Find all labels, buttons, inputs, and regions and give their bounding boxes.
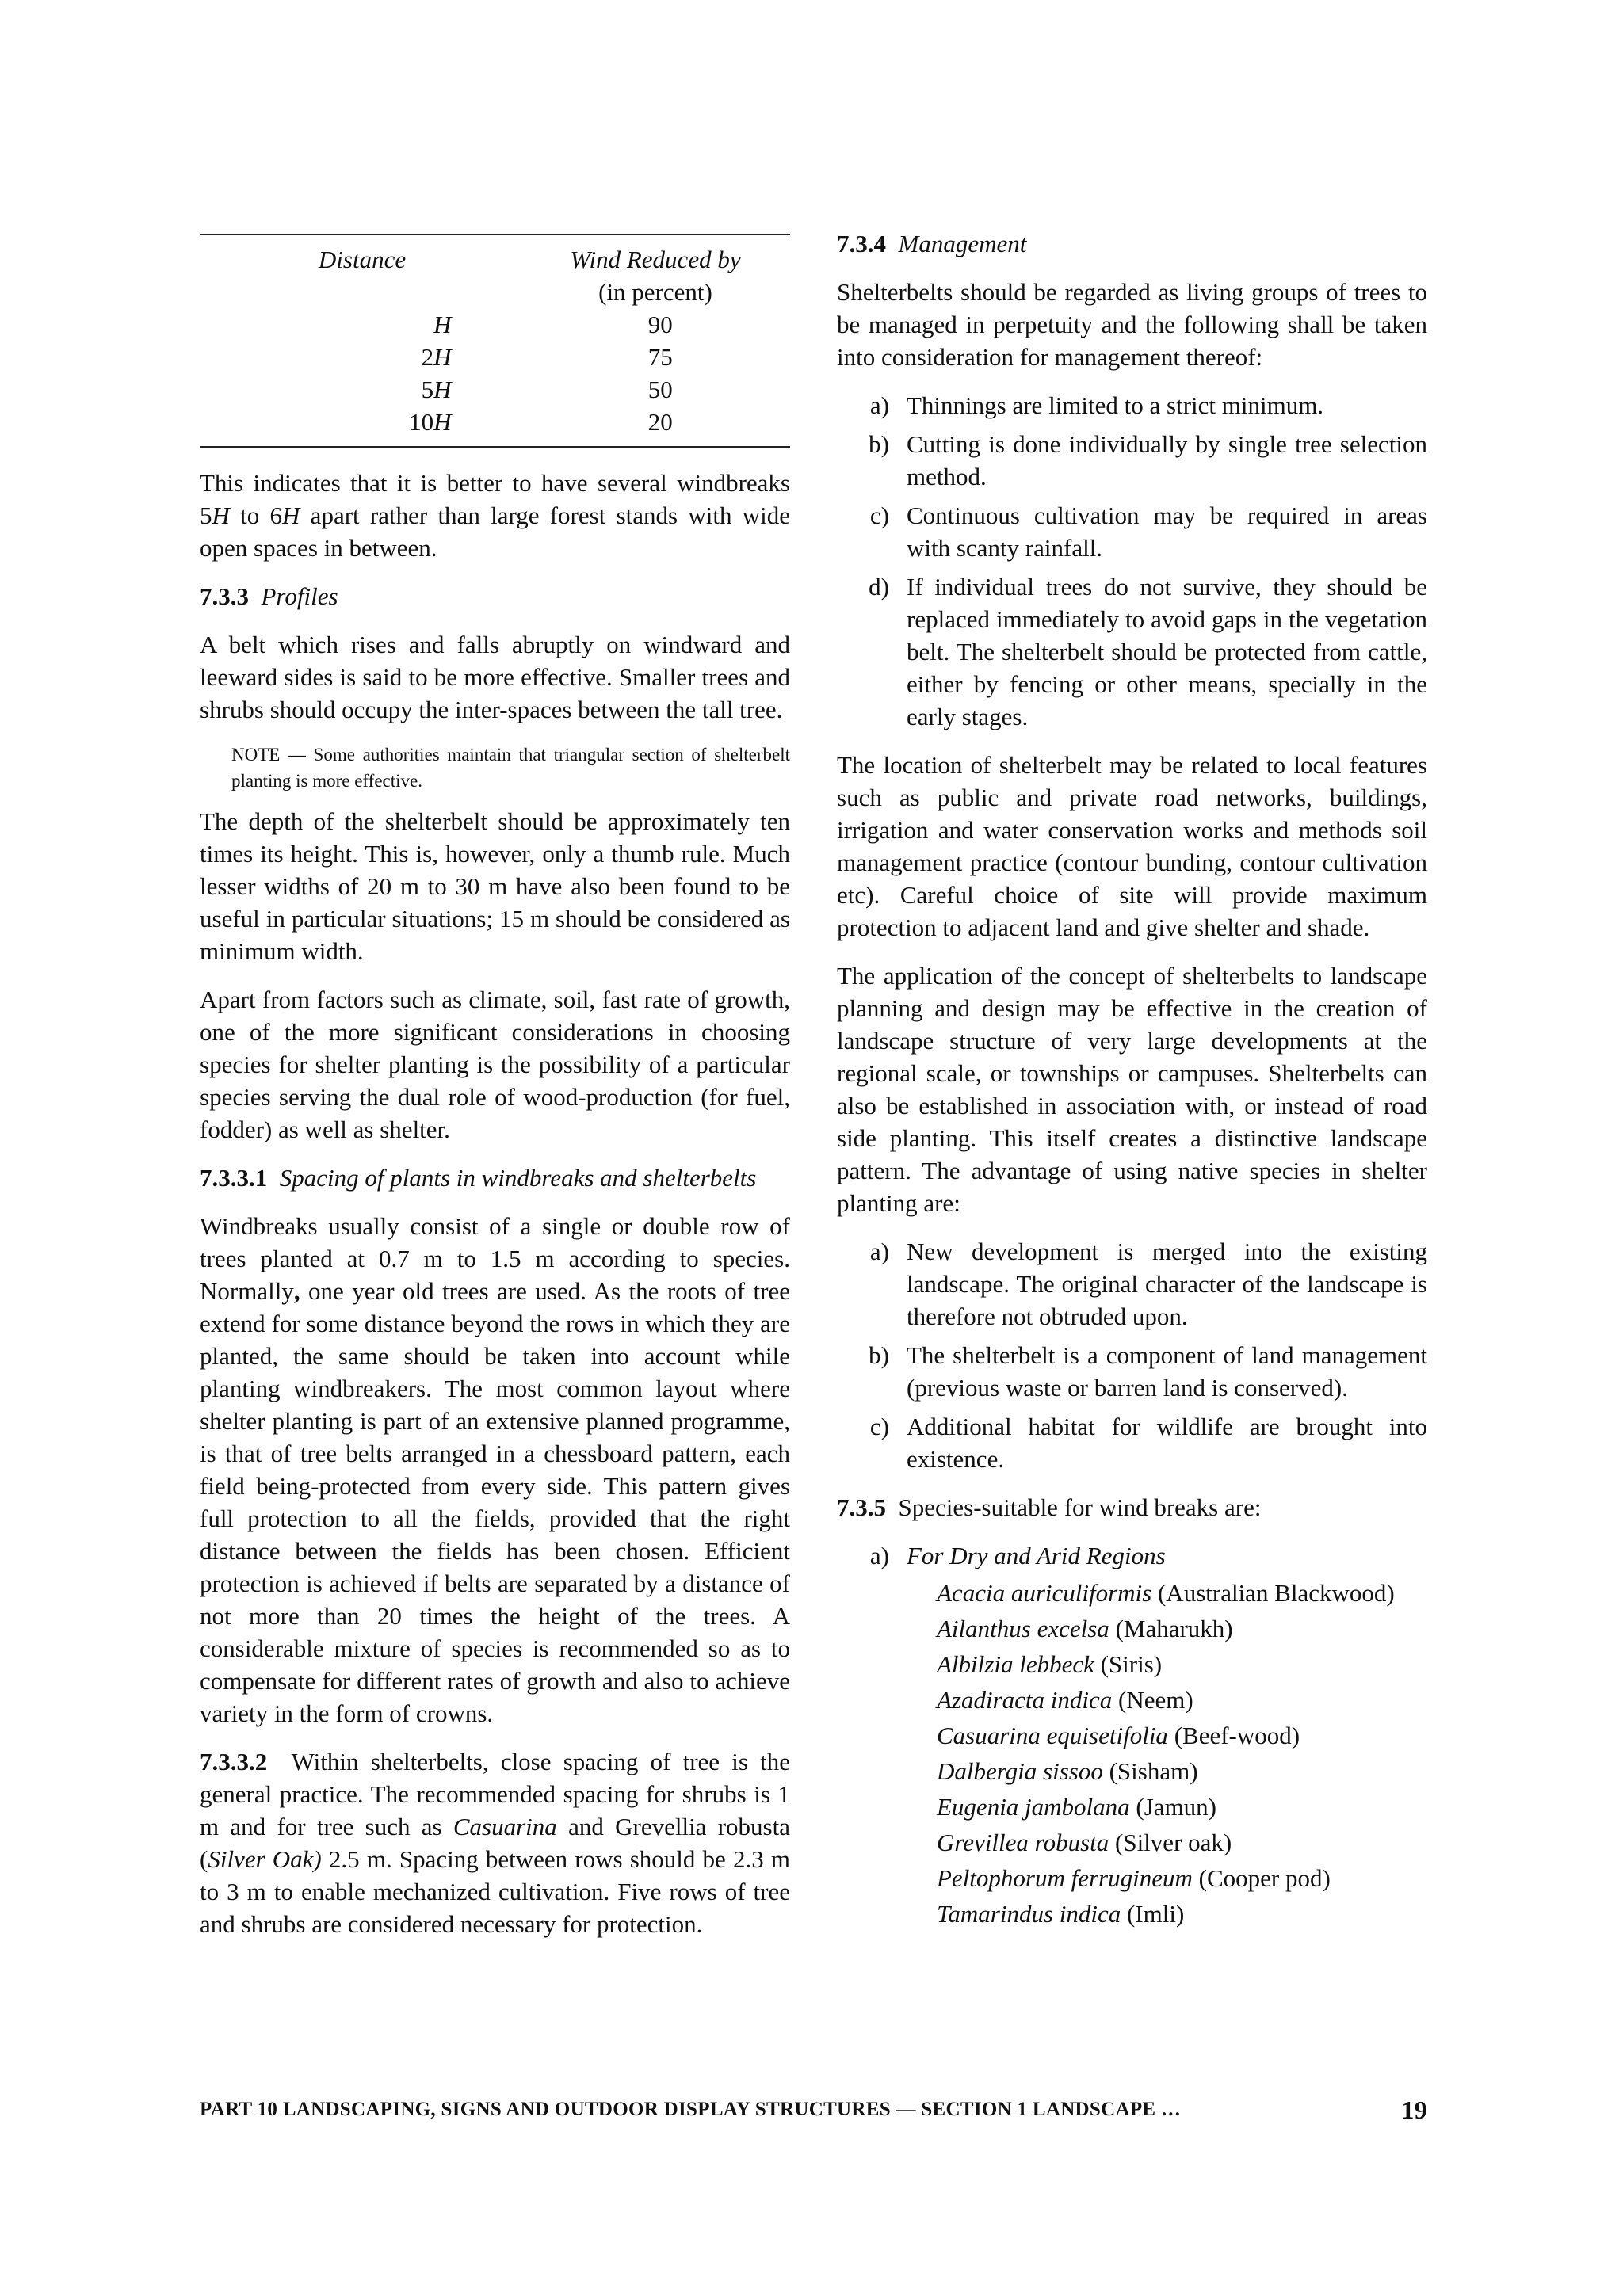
list-marker: b) bbox=[869, 1341, 889, 1369]
paragraph-shelterbelt-location: The location of shelterbelt may be related to local features such as public and private road networks, buildings, irrigation and water conservation works and methods soil management practice (contour bunding, contour cultivation etc). Careful choice of site will provide maximum protection to adjacent land and give shelter and shade. bbox=[837, 751, 1427, 941]
paragraph-close-spacing: 7.3.3.2 Within shelterbelts, close spacing of tree is the general practice. The recommended spacing for shrubs is 1 m and for tree such as Casuarina and Grevellia robusta (Silver Oak) 2.5 m. Spacing between rows should be 2.3 m to 3 m to enable mechanized cultivation. Five rows of tree and shrubs are considered necessary for protection. bbox=[200, 1748, 790, 1938]
species-common-name: (Sisham) bbox=[1102, 1757, 1198, 1785]
species-item bbox=[937, 1753, 1427, 1789]
table-header-row bbox=[200, 243, 790, 276]
species-scientific-name: Acacia auriculiformis bbox=[937, 1579, 1152, 1607]
list-item-text: Continuous cultivation may be required in areas with scanty rainfall. bbox=[907, 502, 1427, 562]
species-common-name: (Neem) bbox=[1112, 1686, 1193, 1714]
list-marker: c) bbox=[869, 502, 889, 529]
heading-7-3-4-management: 7.3.4 Management bbox=[837, 230, 1027, 257]
species-common-name: (Silver oak) bbox=[1109, 1829, 1232, 1856]
heading-7-3-3-1-spacing: 7.3.3.1 Spacing of plants in windbreaks and shelterbelts bbox=[200, 1164, 757, 1192]
table-cell-distance: 2H bbox=[421, 343, 452, 371]
species-scientific-name: Eugenia jambolana bbox=[937, 1793, 1130, 1821]
species-group-title: For Dry and Arid Regions bbox=[907, 1542, 1166, 1569]
list-marker: a) bbox=[869, 391, 889, 419]
species-common-name: (Imli) bbox=[1121, 1900, 1185, 1928]
paragraph-shelterbelt-depth: The depth of the shelterbelt should be approximately ten times its height. This is, however, only a thumb rule. Much lesser widths of 20 m to 30 m have also been found to be useful in particular situations; 15 m should be considered as minimum width. bbox=[200, 807, 790, 965]
species-common-name: (Jamun) bbox=[1129, 1793, 1217, 1821]
table-cell-distance: H bbox=[433, 311, 452, 338]
species-scientific-name: Tamarindus indica bbox=[937, 1900, 1121, 1928]
list-marker: c) bbox=[869, 1413, 889, 1440]
management-list-item bbox=[837, 389, 1427, 421]
species-scientific-name: Peltophorum ferrugineum bbox=[937, 1864, 1193, 1892]
table-cell-distance: 5H bbox=[421, 376, 452, 403]
advantages-list bbox=[837, 1235, 1427, 1475]
management-list-item bbox=[837, 428, 1427, 493]
species-item bbox=[937, 1825, 1427, 1860]
list-item-text: Cutting is done individually by single tree selection method. bbox=[907, 430, 1427, 490]
management-list bbox=[837, 389, 1427, 733]
species-common-name: (Maharukh) bbox=[1109, 1615, 1233, 1642]
species-scientific-name: Grevillea robusta bbox=[937, 1829, 1109, 1856]
list-item-text: Thinnings are limited to a strict minimum. bbox=[907, 391, 1324, 419]
table-subheader-percent: (in percent) bbox=[598, 278, 712, 306]
species-scientific-name: Casuarina equisetifolia bbox=[937, 1722, 1168, 1749]
footer-running-title: PART 10 LANDSCAPING, SIGNS AND OUTDOOR DISPLAY STRUCTURES — SECTION 1 LANDSCAPE … bbox=[200, 2099, 1182, 2120]
paragraph-belt-profile: A belt which rises and falls abruptly on windward and leeward sides is said to be more effective. Smaller trees and shrubs should occupy the inter-spaces between the tall tree. bbox=[200, 631, 790, 723]
species-scientific-name: Ailanthus excelsa bbox=[937, 1615, 1109, 1642]
left-column bbox=[200, 234, 790, 1956]
list-marker: a) bbox=[869, 1238, 889, 1265]
list-item-text: If individual trees do not survive, they should be replaced immediately to avoid gaps in the vegetation belt. The shelterbelt should be protected from cattle, either by fencing or other means, specially in the early stages. bbox=[907, 573, 1427, 730]
advantages-list-item bbox=[837, 1235, 1427, 1333]
list-item-text: New development is merged into the existing landscape. The original character of the landscape is therefore not obtruded upon. bbox=[907, 1238, 1427, 1330]
species-scientific-name: Azadiracta indica bbox=[937, 1686, 1113, 1714]
table-header-wind-reduced: Wind Reduced by bbox=[570, 246, 741, 273]
page-footer bbox=[200, 2096, 1427, 2124]
species-group-dry-arid: a) For Dry and Arid Regions bbox=[837, 1539, 1427, 1572]
table-subheader-row bbox=[200, 276, 790, 308]
management-list-item bbox=[837, 499, 1427, 564]
wind-reduction-table bbox=[200, 234, 790, 448]
paragraph-management-intro: Shelterbelts should be regarded as living groups of trees to be managed in perpetuity and the following shall be taken into consideration for management thereof: bbox=[837, 278, 1427, 371]
page-number: 19 bbox=[1401, 2096, 1427, 2124]
species-item bbox=[937, 1896, 1427, 1932]
species-item bbox=[937, 1646, 1427, 1682]
table-header-distance: Distance bbox=[318, 246, 407, 273]
table-cell-percent: 75 bbox=[647, 343, 673, 371]
heading-7-3-5-species: 7.3.5 Species-suitable for wind breaks are: bbox=[837, 1493, 1262, 1521]
list-marker: d) bbox=[869, 573, 889, 601]
species-scientific-name: Dalbergia sissoo bbox=[937, 1757, 1103, 1785]
table-body bbox=[200, 308, 790, 438]
advantages-list-item bbox=[837, 1339, 1427, 1404]
right-column bbox=[837, 227, 1427, 1932]
species-item bbox=[937, 1718, 1427, 1753]
list-item-text: Additional habitat for wildlife are brought into existence. bbox=[907, 1413, 1427, 1473]
species-list bbox=[837, 1575, 1427, 1932]
heading-7-3-3-2: 7.3.3.2 bbox=[200, 1748, 268, 1775]
advantages-list-item bbox=[837, 1410, 1427, 1475]
note-triangular-section: NOTE — Some authorities maintain that triangular section of shelterbelt planting is more effective. bbox=[231, 745, 790, 791]
paragraph-species-factors: Apart from factors such as climate, soil, fast rate of growth, one of the more significant considerations in choosing species for shelter planting is the possibility of a particular species serving the dual role of wood-production (for fuel, fodder) as well as shelter. bbox=[200, 986, 790, 1143]
table-cell-percent: 50 bbox=[647, 376, 673, 403]
table-row bbox=[200, 308, 790, 341]
species-scientific-name: Albilzia lebbeck bbox=[937, 1650, 1094, 1678]
species-item bbox=[937, 1860, 1427, 1896]
paragraph-several-windbreaks: This indicates that it is better to have several windbreaks 5H to 6H apart rather than large forest stands with wide open spaces in between. bbox=[200, 469, 790, 562]
species-common-name: (Australian Blackwood) bbox=[1151, 1579, 1395, 1607]
table-row bbox=[200, 406, 790, 438]
management-list-item bbox=[837, 570, 1427, 733]
species-item bbox=[937, 1682, 1427, 1718]
heading-7-3-3-profiles: 7.3.3 Profiles bbox=[200, 582, 338, 610]
species-common-name: (Cooper pod) bbox=[1192, 1864, 1331, 1892]
list-item-text: The shelterbelt is a component of land management (previous waste or barren land is conserved). bbox=[907, 1341, 1427, 1402]
species-item bbox=[937, 1611, 1427, 1646]
species-item bbox=[937, 1575, 1427, 1611]
species-item bbox=[937, 1789, 1427, 1825]
species-common-name: (Beef-wood) bbox=[1167, 1722, 1300, 1749]
list-marker: b) bbox=[869, 430, 889, 458]
table-cell-percent: 90 bbox=[647, 311, 673, 338]
table-row bbox=[200, 373, 790, 406]
table-cell-percent: 20 bbox=[647, 408, 673, 436]
paragraph-windbreak-layout: Windbreaks usually consist of a single or double row of trees planted at 0.7 m to 1.5 m according to species. Normally, one year old trees are used. As the roots of tree extend for some distance beyond the rows in which they are planted, the same should be taken into account while planting windbreakers. The most common layout where shelter planting is part of an extensive planned programme, is that of tree belts arranged in a chessboard pattern, each field being-protected from every side. This pattern gives full protection to all the fields, provided that the right distance between the fields has been chosen. Efficient protection is achieved if belts are separated by a distance of not more than 20 times the height of the trees. A considerable mixture of species is recommended so as to compensate for different rates of growth and also to achieve variety in the form of crowns. bbox=[200, 1212, 790, 1727]
paragraph-landscape-planning: The application of the concept of shelterbelts to landscape planning and design may be effective in the creation of landscape structure of very large developments at the regional scale, or townships or campuses. Shelterbelts can also be established in association with, or instead of road side planting. This itself creates a distinctive landscape pattern. The advantage of using native species in shelter planting are: bbox=[837, 962, 1427, 1217]
table-cell-distance: 10H bbox=[409, 408, 452, 436]
table-row bbox=[200, 341, 790, 373]
species-common-name: (Siris) bbox=[1094, 1650, 1163, 1678]
